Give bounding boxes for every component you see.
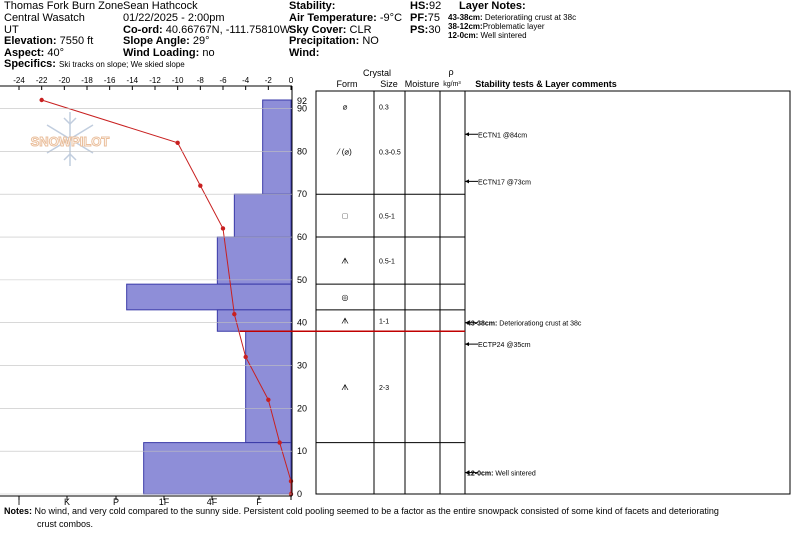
x-tick-label: -22 bbox=[35, 76, 48, 85]
sky-value: CLR bbox=[349, 24, 372, 36]
comment-prefix: 43-38cm: bbox=[467, 320, 500, 328]
col-form: Form bbox=[336, 79, 358, 89]
x-tick-label: -10 bbox=[171, 76, 184, 85]
coord-label: Co-ord: bbox=[123, 24, 163, 36]
layer-notes-title: Layer Notes: bbox=[459, 0, 526, 12]
comment-arrowhead bbox=[465, 132, 469, 136]
crystal-form: ᗑ bbox=[341, 316, 349, 326]
x-tick-label: -24 bbox=[13, 76, 25, 85]
precip-label: Precipitation: bbox=[289, 35, 360, 47]
hardness-bar bbox=[246, 331, 291, 442]
hardness-bar bbox=[144, 443, 291, 494]
hardness-bar bbox=[217, 237, 291, 284]
y-tick-label: 40 bbox=[297, 317, 308, 328]
x-tick-label: -4 bbox=[242, 76, 250, 85]
hardness-bar bbox=[127, 284, 291, 310]
elevation-value: 7550 ft bbox=[59, 35, 94, 47]
temp-point bbox=[289, 479, 293, 483]
x-tick-label: -8 bbox=[196, 76, 204, 85]
hardness-label: 4F bbox=[206, 497, 218, 507]
sky-label: Sky Cover: bbox=[289, 24, 347, 36]
location: Thomas Fork Burn Zone bbox=[4, 0, 124, 12]
layer-note-range: 12-0cm: bbox=[448, 31, 479, 40]
state: UT bbox=[4, 24, 19, 36]
temp-point bbox=[266, 398, 270, 402]
notes-label: Notes: bbox=[4, 506, 33, 516]
notes-row bbox=[4, 506, 719, 516]
x-tick-label: -16 bbox=[103, 76, 116, 85]
x-tick-label: -2 bbox=[264, 76, 272, 85]
hardness-label: I bbox=[17, 497, 21, 507]
col-density: kg/m³ bbox=[443, 81, 461, 88]
crystal-form: ᗑ bbox=[341, 382, 349, 392]
ps-value: 30 bbox=[428, 24, 441, 36]
y-top-label: 92 bbox=[297, 96, 308, 106]
slope-value: 29° bbox=[192, 35, 210, 47]
specifics-value: Ski tracks on slope; We skied slope bbox=[59, 60, 185, 69]
comment-prefix: 12-0cm: bbox=[467, 470, 496, 478]
y-tick-label: 70 bbox=[297, 189, 308, 200]
x-tick-label: -18 bbox=[81, 76, 93, 85]
col-rho: ρ bbox=[448, 67, 454, 77]
windload-label: Wind Loading: bbox=[123, 47, 200, 59]
crystal-size: 0.3-0.5 bbox=[379, 149, 401, 157]
logo-text: SNOWPILOT bbox=[30, 134, 110, 149]
slope-label: Slope Angle: bbox=[123, 35, 190, 47]
y-tick-label: 60 bbox=[297, 232, 308, 243]
layer-note-range: 43-38cm: bbox=[448, 13, 483, 22]
x-tick-label: -12 bbox=[149, 76, 161, 85]
y-tick-label: 0 bbox=[297, 489, 303, 499]
layer-note-text: Problematic layer bbox=[482, 22, 545, 31]
hardness-bar bbox=[217, 310, 291, 331]
hardness-bar bbox=[234, 194, 291, 237]
crystal-form: ᗑ bbox=[341, 256, 349, 266]
crystal-form: ◎ bbox=[341, 293, 349, 302]
windload-value: no bbox=[202, 47, 215, 59]
comment-arrowhead bbox=[465, 342, 469, 346]
coord-value: 40.66767N, -111.75810W bbox=[165, 24, 291, 36]
crystal-form: ⌀ bbox=[342, 102, 348, 112]
hs-value: 92 bbox=[428, 0, 442, 12]
temp-point bbox=[232, 312, 236, 316]
comment-text bbox=[478, 179, 531, 186]
comment-arrowhead bbox=[465, 179, 469, 183]
region: Central Wasatch bbox=[4, 12, 85, 24]
specifics-label: Specifics: bbox=[4, 58, 56, 70]
y-tick-label: 80 bbox=[297, 146, 308, 157]
comment-body: Well sintered bbox=[495, 470, 536, 478]
y-tick-label: 10 bbox=[297, 446, 308, 457]
temp-point bbox=[175, 141, 179, 145]
notes-line-2: crust combos. bbox=[37, 519, 94, 529]
x-tick-label: -20 bbox=[58, 76, 71, 85]
comment-body: ECTN17 @73cm bbox=[478, 179, 532, 187]
crystal-form: □ bbox=[342, 211, 348, 221]
aspect-value: 40° bbox=[47, 47, 65, 59]
temp-point bbox=[221, 226, 225, 230]
comment-body: Deteriorationg crust at 38c bbox=[499, 320, 582, 328]
hs-label: HS: bbox=[410, 0, 429, 12]
aspect-label: Aspect: bbox=[4, 47, 45, 59]
hardness-label: P bbox=[112, 497, 120, 507]
crystal-size: 2-3 bbox=[379, 384, 390, 392]
temp-point bbox=[198, 183, 202, 187]
comment-body: ECTP24 @35cm bbox=[478, 342, 531, 350]
wind-label: Wind: bbox=[289, 47, 320, 59]
col-size: Size bbox=[380, 79, 398, 89]
observer: Sean Hathcock bbox=[123, 0, 198, 12]
x-tick-label: -6 bbox=[219, 76, 227, 85]
y-tick-label: 30 bbox=[297, 360, 308, 371]
hardness-label: F bbox=[256, 497, 262, 507]
crystal-size: 1-1 bbox=[379, 318, 390, 326]
precip-value: NO bbox=[362, 35, 379, 47]
y-tick-label: 90 bbox=[297, 103, 308, 114]
layer-note-text: Deterioratiing crust at 38c bbox=[484, 13, 577, 22]
col-comments: Stability tests & Layer comments bbox=[475, 79, 617, 89]
comment-body: ECTN1 @84cm bbox=[478, 132, 528, 140]
crystal-form: ⁄ (⌀) bbox=[338, 147, 352, 157]
layer-note-range: 38-12cm: bbox=[448, 22, 483, 31]
airtemp-label: Air Temperature: bbox=[289, 12, 377, 24]
hardness-bars bbox=[127, 100, 291, 494]
crystal-size: 0.5-1 bbox=[379, 213, 395, 221]
layer-note-text: Well sintered bbox=[480, 31, 527, 40]
temp-point bbox=[39, 98, 43, 102]
col-crystal: Crystal bbox=[362, 68, 392, 78]
elevation-label: Elevation: bbox=[4, 35, 57, 47]
comment-text bbox=[467, 471, 536, 478]
temp-point bbox=[277, 440, 281, 444]
notes-line-1: No wind, and very cold compared to the sunny side. Persistent cold pooling seemed to be a factor as the entire snowpack consisted of some kind of facets and deteriorating bbox=[34, 506, 719, 516]
y-tick-label: 50 bbox=[297, 274, 308, 285]
comment-text bbox=[478, 132, 527, 139]
stability-label: Stability: bbox=[289, 0, 336, 12]
hardness-bar bbox=[263, 100, 291, 194]
airtemp-value: -9°C bbox=[379, 12, 403, 24]
y-tick-label: 20 bbox=[297, 403, 308, 414]
temp-point bbox=[243, 355, 247, 359]
pf-value: 75 bbox=[427, 12, 440, 24]
col-moisture: Moisture bbox=[404, 79, 440, 89]
pf-label: PF: bbox=[410, 12, 428, 24]
crystal-size: 0.3 bbox=[379, 104, 389, 112]
datetime: 01/22/2025 - 2:00pm bbox=[123, 12, 225, 24]
crystal-size: 0.5-1 bbox=[379, 258, 395, 266]
layer-table bbox=[240, 67, 790, 494]
ps-label: PS: bbox=[410, 24, 429, 36]
x-tick-label: 0 bbox=[288, 76, 294, 85]
snowpilot-logo bbox=[31, 112, 110, 166]
x-tick-label: -14 bbox=[126, 76, 139, 85]
comment-text bbox=[467, 321, 582, 328]
comment-text bbox=[478, 342, 531, 349]
hardness-label: 1F bbox=[158, 497, 170, 507]
hardness-label: K bbox=[63, 497, 71, 507]
